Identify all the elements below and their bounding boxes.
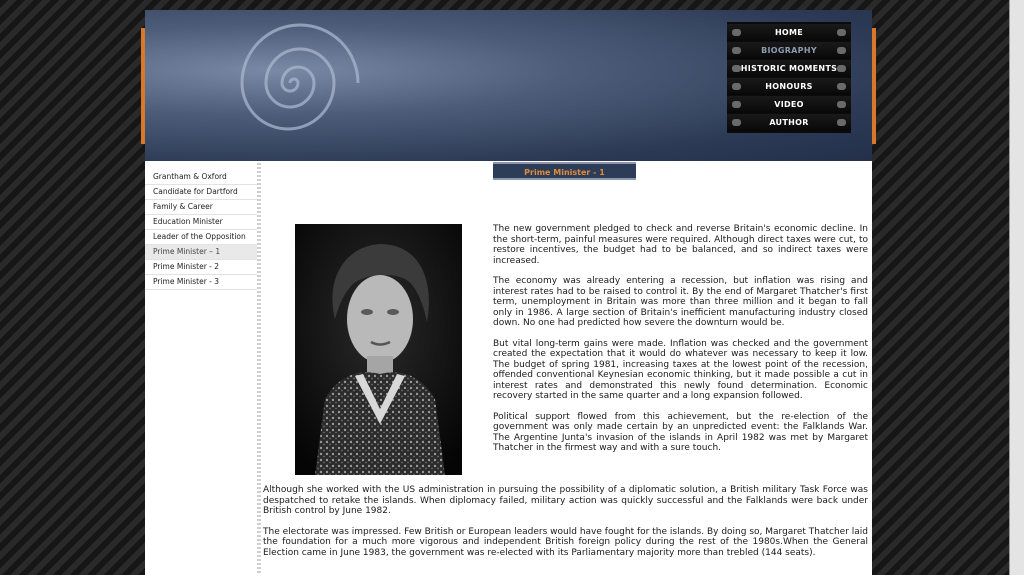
nav-bullet-icon	[837, 119, 846, 126]
nav-item-video[interactable]	[727, 96, 851, 113]
nav-item-label: HISTORIC MOMENTS	[740, 64, 838, 73]
article-paragraph: The economy was already entering a recession, but inflation was rising and interest rates had to be raised to control it. By the end of Margaret Thatcher's first term, unemployment in Britain was more than three million and it began to fall only in 1986. A large section of Britain's inefficient manufacturing industry closed down. No one had predicted how severe the downturn would be.	[493, 276, 868, 328]
page-title: Prime Minister - 1	[493, 162, 636, 180]
sidebar-item-candidate-dartford[interactable]: Candidate for Dartford	[145, 185, 257, 200]
spiral-logo-icon	[215, 10, 405, 160]
nav-item-home[interactable]	[727, 24, 851, 41]
portrait-image-icon	[295, 224, 462, 475]
nav-bullet-icon	[732, 65, 741, 72]
nav-item-label: HONOURS	[765, 82, 813, 91]
nav-bullet-icon	[732, 119, 741, 126]
article-paragraph: But vital long-term gains were made. Inflation was checked and the government created the expectation that it would do whatever was necessary to keep it low. The budget of spring 1981, increasing taxes at the lowest point of the recession, offended conventional Keynesian economic thinking, but it made possible a cut in interest rates and demonstrated this newly found determination. Economic recovery started in the same quarter and a long expansion followed.	[493, 338, 868, 401]
sidebar-item-leader-opposition[interactable]: Leader of the Opposition	[145, 230, 257, 245]
nav-bullet-icon	[837, 29, 846, 36]
portrait-photo	[295, 224, 462, 475]
nav-item-label: AUTHOR	[769, 118, 809, 127]
nav-item-historic-moments[interactable]	[727, 60, 851, 77]
sidebar-item-grantham-oxford[interactable]: Grantham & Oxford	[145, 170, 257, 185]
nav-item-author[interactable]	[727, 114, 851, 131]
sidebar-item-prime-minister-1[interactable]: Prime Minister – 1	[145, 245, 257, 260]
article-paragraph: The electorate was impressed. Few British or European leaders would have fought for the islands. By doing so, Margaret Thatcher laid the foundation for a much more vigorous and independent British foreign policy during the rest of the 1980s.When the General Election came in June 1983, the government was re-elected with its Parliamentary majority more than trebled (144 seats).	[263, 526, 868, 558]
window-scrollbar[interactable]	[1009, 0, 1024, 575]
sidebar-nav	[145, 170, 257, 290]
sidebar-item-prime-minister-3[interactable]: Prime Minister - 3	[145, 275, 257, 290]
nav-item-biography[interactable]	[727, 42, 851, 59]
nav-item-label: BIOGRAPHY	[761, 46, 817, 55]
page-container	[145, 10, 872, 575]
article-paragraph: Although she worked with the US administration in pursuing the possibility of a diplomatic solution, a British military Task Force was despatched to retake the islands. When diplomacy failed, military action was quickly successful and the Falklands were back under British control by June 1982.	[263, 485, 868, 516]
sidebar-item-prime-minister-2[interactable]: Prime Minister - 2	[145, 260, 257, 275]
sidebar-divider	[257, 163, 261, 575]
nav-bullet-icon	[732, 83, 741, 90]
article-paragraph: Political support flowed from this achievement, but the re-election of the government was only made certain by an unpredicted event: the Falklands War. The Argentine Junta's invasion of the islands in April 1982 was met by Margaret Thatcher in the firmest way and with a sure touch.	[493, 411, 868, 453]
nav-bullet-icon	[837, 83, 846, 90]
nav-bullet-icon	[837, 65, 846, 72]
nav-bullet-icon	[732, 101, 741, 108]
nav-item-label: HOME	[774, 28, 804, 37]
nav-bullet-icon	[837, 47, 846, 54]
nav-item-honours[interactable]	[727, 78, 851, 95]
sidebar-item-family-career[interactable]: Family & Career	[145, 200, 257, 215]
article-column-text	[493, 224, 868, 464]
nav-item-label: VIDEO	[774, 100, 804, 109]
main-nav	[727, 22, 851, 133]
site-header	[145, 10, 872, 161]
nav-bullet-icon	[837, 101, 846, 108]
nav-bullet-icon	[732, 47, 741, 54]
article-paragraph: The new government pledged to check and reverse Britain's economic decline. In the short-term, painful measures were required. Although direct taxes were cut, to restore incentives, the budget had to be balanced, and so indirect taxes were increased.	[493, 224, 868, 266]
article-wide-text	[263, 485, 868, 568]
nav-bullet-icon	[732, 29, 741, 36]
sidebar-item-education-minister[interactable]: Education Minister	[145, 215, 257, 230]
accent-bar-right	[872, 28, 876, 144]
